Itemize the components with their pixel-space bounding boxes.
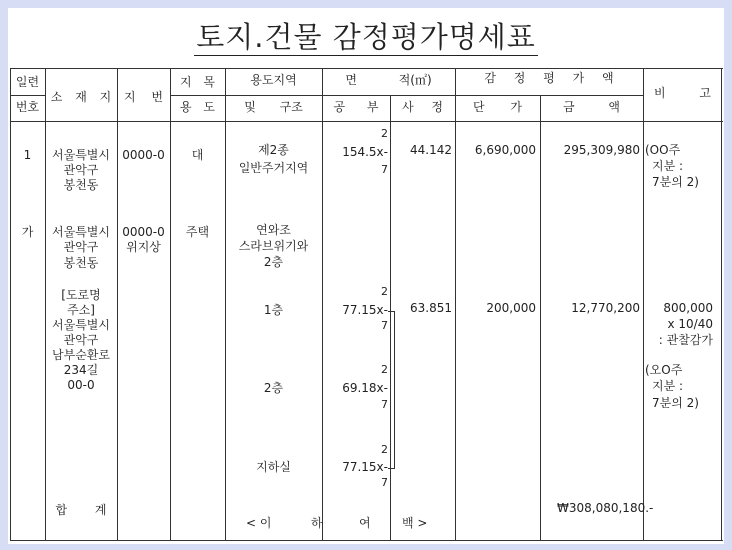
table-vertical-line xyxy=(540,95,541,540)
total-amount: ₩308,080,180.- xyxy=(557,501,654,515)
land-location-line: 봉천동 xyxy=(63,178,99,192)
land-zoning-line: 제2종 xyxy=(258,143,289,157)
total-label: 합 계 xyxy=(55,503,107,517)
header-appraisal-value: 감 정 평 가 액 xyxy=(484,71,614,85)
land-location-line: 서울특별시 xyxy=(52,148,110,162)
building-lot-note: 위지상 xyxy=(126,240,161,254)
land-location-line: 관악구 xyxy=(63,163,99,177)
blank-notice-part: < 이 xyxy=(246,516,272,530)
table-horizontal-line xyxy=(10,540,723,541)
floor-remarks-line: 7분의 2) xyxy=(652,396,699,410)
table-horizontal-line xyxy=(10,68,723,69)
header-zoning: 용도지역 xyxy=(250,73,297,87)
header-remarks: 비 고 xyxy=(654,86,711,100)
header-structure: 및 구조 xyxy=(244,100,303,114)
floor-amount: 12,770,200 xyxy=(571,301,640,315)
floor-area-public: 69.18x- xyxy=(342,381,388,395)
table-horizontal-line xyxy=(10,95,46,96)
building-structure-line: 2층 xyxy=(263,255,284,269)
floor-remarks-line: (오O주 xyxy=(645,363,683,377)
header-area: 면 적(㎡) xyxy=(345,73,432,87)
building-location-line: 서울특별시 xyxy=(52,225,110,239)
floor-remarks-line: 지분 : xyxy=(652,379,684,393)
floor-label: 1층 xyxy=(263,303,284,317)
floor-remarks-line: : 관찰감가 xyxy=(658,333,713,347)
blank-notice-part: 여 xyxy=(359,516,371,530)
floor-area-numerator: 2 xyxy=(381,363,388,376)
header-serial-top: 일련 xyxy=(15,75,40,89)
road-address-line: 234길 xyxy=(63,363,99,377)
land-area-denominator: 7 xyxy=(381,163,388,176)
floor-area-public: 77.15x- xyxy=(342,460,388,474)
building-use: 주택 xyxy=(185,225,210,239)
road-address-line: 주소] xyxy=(67,303,95,317)
road-address-line: 관악구 xyxy=(63,333,99,347)
floor-area-numerator: 2 xyxy=(381,443,388,456)
land-serial: 1 xyxy=(23,148,32,162)
floor-area-denominator: 7 xyxy=(381,398,388,411)
floor-label: 2층 xyxy=(263,381,284,395)
land-area-public: 154.5x- xyxy=(342,145,388,159)
land-remarks-line: 7분의 2) xyxy=(652,175,699,189)
header-unit-price: 단 가 xyxy=(473,100,522,114)
header-amount: 금 액 xyxy=(563,100,620,114)
header-land-category: 지 목 xyxy=(180,75,215,89)
document-title: 토지.건물 감정평가명세표 xyxy=(196,20,536,54)
table-vertical-line xyxy=(10,68,11,540)
land-remarks-line: 지분 : xyxy=(652,159,684,173)
blank-notice-part: 백 > xyxy=(402,516,428,530)
title-area xyxy=(0,20,732,56)
building-structure-line: 연와조 xyxy=(256,223,291,237)
floor-area-denominator: 7 xyxy=(381,319,388,332)
blank-notice-part: 하 xyxy=(311,516,323,530)
floor-area-numerator: 2 xyxy=(381,285,388,298)
floor-label: 지하실 xyxy=(256,460,291,474)
road-address-line: [도로명 xyxy=(61,288,101,302)
land-area-numerator: 2 xyxy=(381,127,388,140)
building-location-line: 봉천동 xyxy=(63,256,99,270)
floor-area-public: 77.15x- xyxy=(342,303,388,317)
table-vertical-line xyxy=(170,68,171,540)
road-address-line: 남부순환로 xyxy=(52,348,110,362)
table-vertical-line xyxy=(721,68,722,540)
road-address-line: 00-0 xyxy=(67,378,95,392)
land-amount: 295,309,980 xyxy=(563,143,640,157)
floor-area-denominator: 7 xyxy=(381,476,388,489)
header-use: 용 도 xyxy=(180,100,215,114)
floor-area-assessed: 63.851 xyxy=(410,301,452,315)
building-lot-number: 0000-0 xyxy=(122,225,165,239)
area-sum-bracket xyxy=(388,311,395,469)
land-category: 대 xyxy=(191,148,204,162)
floor-unit-price: 200,000 xyxy=(486,301,536,315)
building-location-line: 관악구 xyxy=(63,240,99,254)
header-area-public: 공 부 xyxy=(333,100,379,114)
land-unit-price: 6,690,000 xyxy=(474,143,536,157)
building-serial: 가 xyxy=(21,225,34,239)
header-area-assessed: 사 정 xyxy=(402,100,443,114)
table-vertical-line xyxy=(117,68,118,540)
land-lot-number: 0000-0 xyxy=(122,148,165,162)
table-horizontal-line xyxy=(10,121,723,122)
table-horizontal-line xyxy=(170,95,644,96)
header-lot-number: 지 번 xyxy=(124,90,163,104)
road-address-line: 서울특별시 xyxy=(52,318,110,332)
floor-remarks-line: 800,000 xyxy=(663,301,713,315)
land-area-assessed: 44.142 xyxy=(410,143,452,157)
land-zoning-line: 일반주거지역 xyxy=(238,161,309,175)
header-serial-bottom: 번호 xyxy=(15,100,40,114)
floor-remarks-line: x 10/40 xyxy=(667,317,713,331)
building-structure-line: 스라브위기와 xyxy=(238,239,309,253)
land-remarks-line: (OO주 xyxy=(645,143,681,157)
header-location: 소 재 지 xyxy=(50,90,112,104)
